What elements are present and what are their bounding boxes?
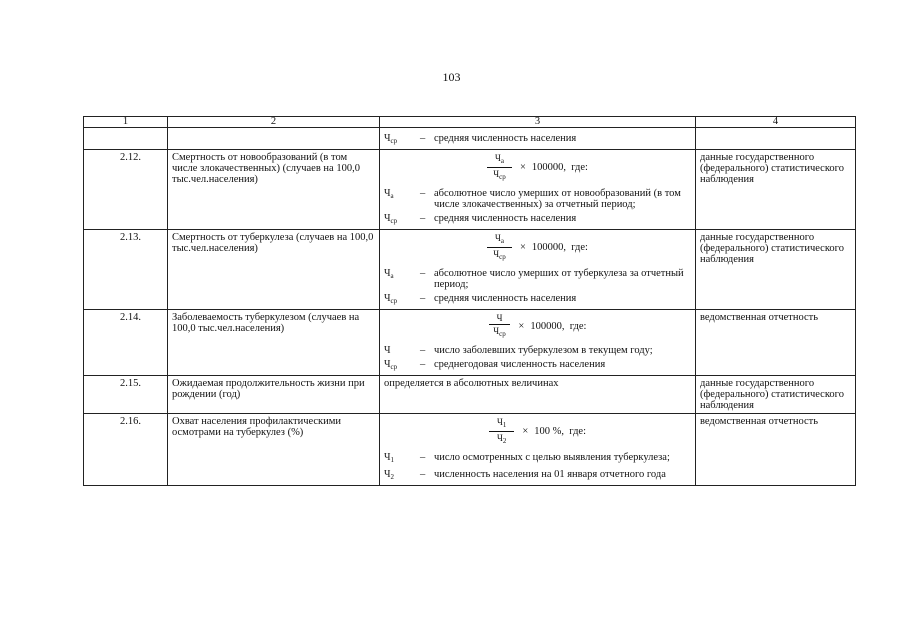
fraction-numerator xyxy=(489,313,511,325)
definition-subscript: а xyxy=(390,272,394,280)
page-number: 103 xyxy=(442,70,461,84)
definition-subscript: ср xyxy=(390,297,398,305)
column-number-2: 2 xyxy=(168,117,380,128)
formula-where: где: xyxy=(566,242,588,253)
definition-text: абсолютное число умерших от новообразований (в том числе злокачественных) за отчетный период; xyxy=(434,188,681,210)
numerator-symbol: Ч xyxy=(495,233,501,243)
multiplier: 100000, xyxy=(531,242,567,253)
indicator-number: 2.16. xyxy=(84,414,168,486)
indicator-source: данные государственного (федерального) статистического наблюдения xyxy=(696,150,856,230)
definition-dash: – xyxy=(420,133,426,144)
denominator-symbol: Ч xyxy=(497,433,503,443)
fraction-numerator xyxy=(487,153,512,168)
continuation-source-cell xyxy=(696,128,856,150)
numerator-symbol: Ч xyxy=(497,417,503,427)
continuation-num-cell xyxy=(84,128,168,150)
definition-dash: – xyxy=(420,293,426,304)
multiplier: 100000, xyxy=(531,162,567,173)
numerator-symbol: Ч xyxy=(495,153,501,163)
definition-text: средняя численность населения xyxy=(434,133,577,144)
definition-text: среднегодовая численность населения xyxy=(434,359,606,370)
definition-letter: Ч xyxy=(384,359,391,370)
definition-text: абсолютное число умерших от туберкулеза за отчетный период; xyxy=(434,268,684,290)
denominator-subscript: ср xyxy=(499,253,506,261)
definition-letter: Ч xyxy=(384,213,391,224)
definition-line xyxy=(384,359,691,373)
definition-subscript: 2 xyxy=(390,473,394,481)
definition-line xyxy=(384,188,691,210)
times-sign: × xyxy=(518,320,525,332)
formula xyxy=(384,313,691,339)
indicator-source: ведомственная отчетность xyxy=(696,310,856,376)
indicator-name: Смертность от туберкулеза (случаев на 100,0 тыс.чел.населения) xyxy=(168,230,380,310)
definition-text: численность населения на 01 января отчетного года xyxy=(434,469,666,480)
numerator-subscript: 1 xyxy=(502,421,507,429)
column-number-row xyxy=(84,117,856,128)
definition-subscript: ср xyxy=(390,363,398,371)
indicator-row xyxy=(84,230,856,310)
indicators-table xyxy=(83,116,856,486)
continuation-row xyxy=(84,128,856,150)
fraction xyxy=(489,417,514,446)
denominator-symbol: Ч xyxy=(493,169,500,179)
indicator-source: данные государственного (федерального) статистического наблюдения xyxy=(696,376,856,414)
fraction-denominator xyxy=(493,325,505,339)
definition-line xyxy=(384,452,691,466)
indicator-method xyxy=(380,230,696,310)
indicator-number: 2.13. xyxy=(84,230,168,310)
indicator-method xyxy=(380,414,696,486)
method-text: определяется в абсолютных величинах xyxy=(384,378,559,389)
indicator-number: 2.14. xyxy=(84,310,168,376)
column-number-4: 4 xyxy=(696,117,856,128)
formula-where: где: xyxy=(564,426,586,437)
definition-line xyxy=(384,213,691,227)
definition-letter: Ч xyxy=(384,345,391,356)
indicator-number: 2.15. xyxy=(84,376,168,414)
definition-symbol: $Ч_{ср}$ xyxy=(384,133,398,145)
formula xyxy=(384,417,691,446)
fraction xyxy=(487,153,512,182)
fraction-denominator xyxy=(493,168,505,182)
indicator-name: Ожидаемая продолжительность жизни при рождении (год) xyxy=(168,376,380,414)
indicator-row xyxy=(84,376,856,414)
formula-where: где: xyxy=(564,320,587,332)
times-sign: × xyxy=(522,426,529,437)
times-sign: × xyxy=(519,242,526,253)
indicator-name: Охват населения профилактическими осмотрами на туберкулез (%) xyxy=(168,414,380,486)
definition-symbol xyxy=(384,268,420,290)
denominator-subscript: 2 xyxy=(502,437,507,445)
fraction xyxy=(487,233,512,262)
definition-subscript: ср xyxy=(390,217,398,225)
indicator-method xyxy=(380,376,696,414)
indicator-row xyxy=(84,414,856,486)
definition-letter: Ч xyxy=(384,293,391,304)
fraction xyxy=(489,313,511,339)
definition-letter: Ч xyxy=(384,452,391,463)
definition-dash: – xyxy=(420,359,426,370)
definition-dash: – xyxy=(420,188,426,199)
definition-dash: – xyxy=(420,345,426,356)
times-sign: × xyxy=(519,162,526,173)
numerator-subscript: а xyxy=(500,237,504,245)
definition-subscript: 1 xyxy=(390,456,394,464)
definition-letter: Ч xyxy=(384,268,391,279)
multiplier: 100 %, xyxy=(534,426,565,437)
definition-symbol xyxy=(384,188,420,210)
definition-letter: Ч xyxy=(384,188,391,199)
definition-letter: Ч xyxy=(384,469,391,480)
indicator-method xyxy=(380,150,696,230)
definition-symbol xyxy=(384,469,420,483)
fraction-numerator xyxy=(487,233,512,248)
column-number-3: 3 xyxy=(380,117,696,128)
definition-dash: – xyxy=(420,213,426,224)
definition-dash: – xyxy=(420,268,426,279)
fraction-denominator xyxy=(493,248,505,262)
indicator-number: 2.12. xyxy=(84,150,168,230)
indicator-name: Заболеваемость туберкулезом (случаев на 100,0 тыс.чел.населения) xyxy=(168,310,380,376)
denominator-symbol: Ч xyxy=(493,249,500,259)
denominator-subscript: ср xyxy=(499,173,506,181)
formula xyxy=(384,233,691,262)
fraction-denominator xyxy=(497,432,506,446)
indicator-source: ведомственная отчетность xyxy=(696,414,856,486)
definition-symbol xyxy=(384,293,420,307)
definition-text: средняя численность населения xyxy=(434,213,577,224)
definition-symbol xyxy=(384,452,420,466)
indicator-row xyxy=(84,150,856,230)
definition-dash: – xyxy=(420,452,426,463)
definition-text: число осмотренных с целью выявления туберкулеза; xyxy=(434,452,670,463)
denominator-subscript: ср xyxy=(499,330,506,338)
definition-line xyxy=(384,469,691,483)
formula-where: где: xyxy=(566,162,588,173)
indicator-source: данные государственного (федерального) статистического наблюдения xyxy=(696,230,856,310)
definition-symbol xyxy=(384,359,420,373)
definition-symbol xyxy=(384,345,420,356)
column-number-1: 1 xyxy=(84,117,168,128)
definition-line xyxy=(384,345,691,356)
definition-text: средняя численность населения xyxy=(434,293,577,304)
fraction-numerator xyxy=(489,417,514,432)
indicator-rows xyxy=(84,150,856,486)
definition-symbol xyxy=(384,213,420,227)
numerator-subscript: а xyxy=(500,157,504,165)
denominator-symbol: Ч xyxy=(493,326,500,336)
definition-dash: – xyxy=(420,469,426,480)
formula xyxy=(384,153,691,182)
definition-line xyxy=(384,293,691,307)
numerator-symbol: Ч xyxy=(496,313,503,323)
definition-text: число заболевших туберкулезом в текущем году; xyxy=(434,345,653,356)
multiplier: 100000, xyxy=(530,320,565,332)
indicator-name: Смертность от новообразований (в том числе злокачественных) (случаев на 100,0 тыс.чел.населения) xyxy=(168,150,380,230)
indicator-row xyxy=(84,310,856,376)
indicator-method xyxy=(380,310,696,376)
definition-subscript: а xyxy=(390,192,394,200)
definition-line xyxy=(384,268,691,290)
continuation-name-cell xyxy=(168,128,380,150)
continuation-def-cell xyxy=(380,128,696,150)
definition-line xyxy=(384,133,691,147)
